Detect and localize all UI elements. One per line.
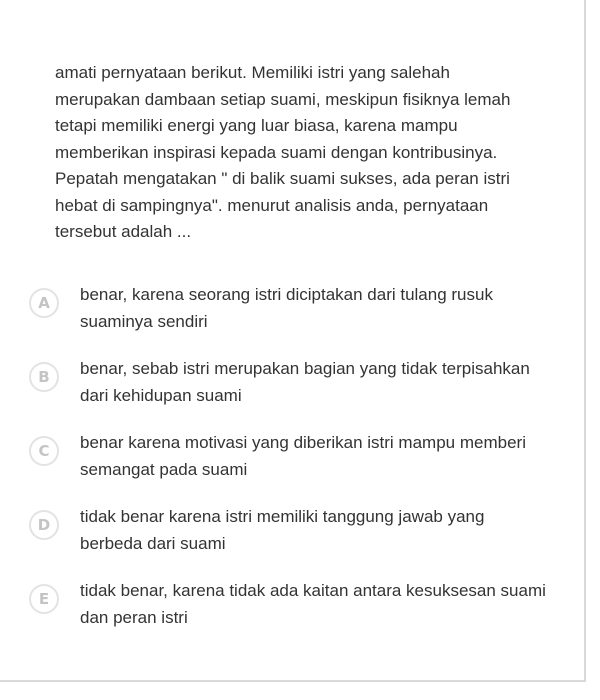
option-e-letter-badge[interactable]: E <box>29 584 59 614</box>
question-text: amati pernyataan berikut. Memiliki istri yang salehah merupakan dambaan setiap suami, meskipun fisiknya lemah tetapi memiliki energi yang luar biasa, karena mampu memberikan inspirasi kepada suami dengan kontribusinya. Pepatah mengatakan " di balik suami sukses, ada peran istri hebat di sampingnya". menurut analisis anda, pernyataan tersebut adalah ... <box>55 63 511 241</box>
option-d-text[interactable]: tidak benar karena istri memiliki tanggung jawab yang berbeda dari suami <box>80 507 485 553</box>
option-c[interactable] <box>0 430 586 504</box>
option-e-text[interactable]: tidak benar, karena tidak ada kaitan antara kesuksesan suami dan peran istri <box>80 581 546 627</box>
option-c-letter-badge[interactable]: C <box>29 436 59 466</box>
option-a[interactable] <box>0 282 586 356</box>
option-b-letter-badge[interactable]: B <box>29 362 59 392</box>
option-b-text[interactable]: benar, sebab istri merupakan bagian yang tidak terpisahkan dari kehidupan suami <box>80 359 530 405</box>
option-a-text[interactable]: benar, karena seorang istri diciptakan dari tulang rusuk suaminya sendiri <box>80 285 493 331</box>
option-a-letter-badge[interactable]: A <box>29 288 59 318</box>
option-d-letter-badge[interactable]: D <box>29 510 59 540</box>
option-b[interactable] <box>0 356 586 430</box>
answer-options <box>0 282 586 652</box>
option-d[interactable] <box>0 504 586 578</box>
option-c-text[interactable]: benar karena motivasi yang diberikan istri mampu memberi semangat pada suami <box>80 433 526 479</box>
option-e[interactable] <box>0 578 586 652</box>
